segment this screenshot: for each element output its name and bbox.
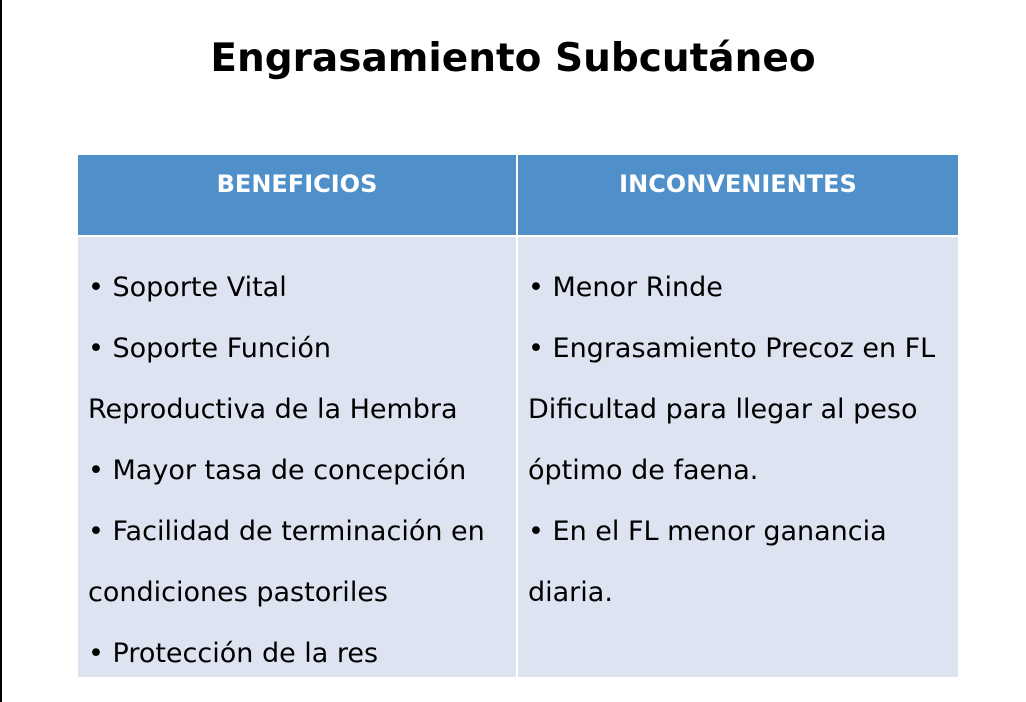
inconveniente-line: • Engrasamiento Precoz en FL [528, 333, 936, 364]
inconveniente-line: Dificultad para llegar al peso [528, 394, 918, 425]
beneficio-line: condiciones pastoriles [88, 577, 388, 608]
inconveniente-line: diaria. [528, 577, 613, 608]
inconveniente-line: • Menor Rinde [528, 272, 723, 303]
beneficio-line: • Protección de la res [88, 638, 379, 669]
comparison-table [78, 155, 958, 677]
header-inconvenientes: INCONVENIENTES [518, 155, 958, 235]
beneficio-line: • Soporte Función [88, 333, 331, 364]
beneficios-cell [78, 237, 516, 677]
header-beneficios: BENEFICIOS [78, 155, 516, 235]
slide-title: Engrasamiento Subcutáneo [210, 36, 816, 81]
beneficio-line: • Soporte Vital [88, 272, 287, 303]
beneficio-line: Reproductiva de la Hembra [88, 394, 458, 425]
slide-left-border [0, 0, 2, 702]
beneficio-line: • Facilidad de terminación en [88, 516, 485, 547]
inconvenientes-cell [518, 237, 958, 677]
beneficio-line: • Mayor tasa de concepción [88, 455, 467, 486]
inconveniente-line: óptimo de faena. [528, 455, 759, 486]
inconveniente-line: • En el FL menor ganancia [528, 516, 887, 547]
